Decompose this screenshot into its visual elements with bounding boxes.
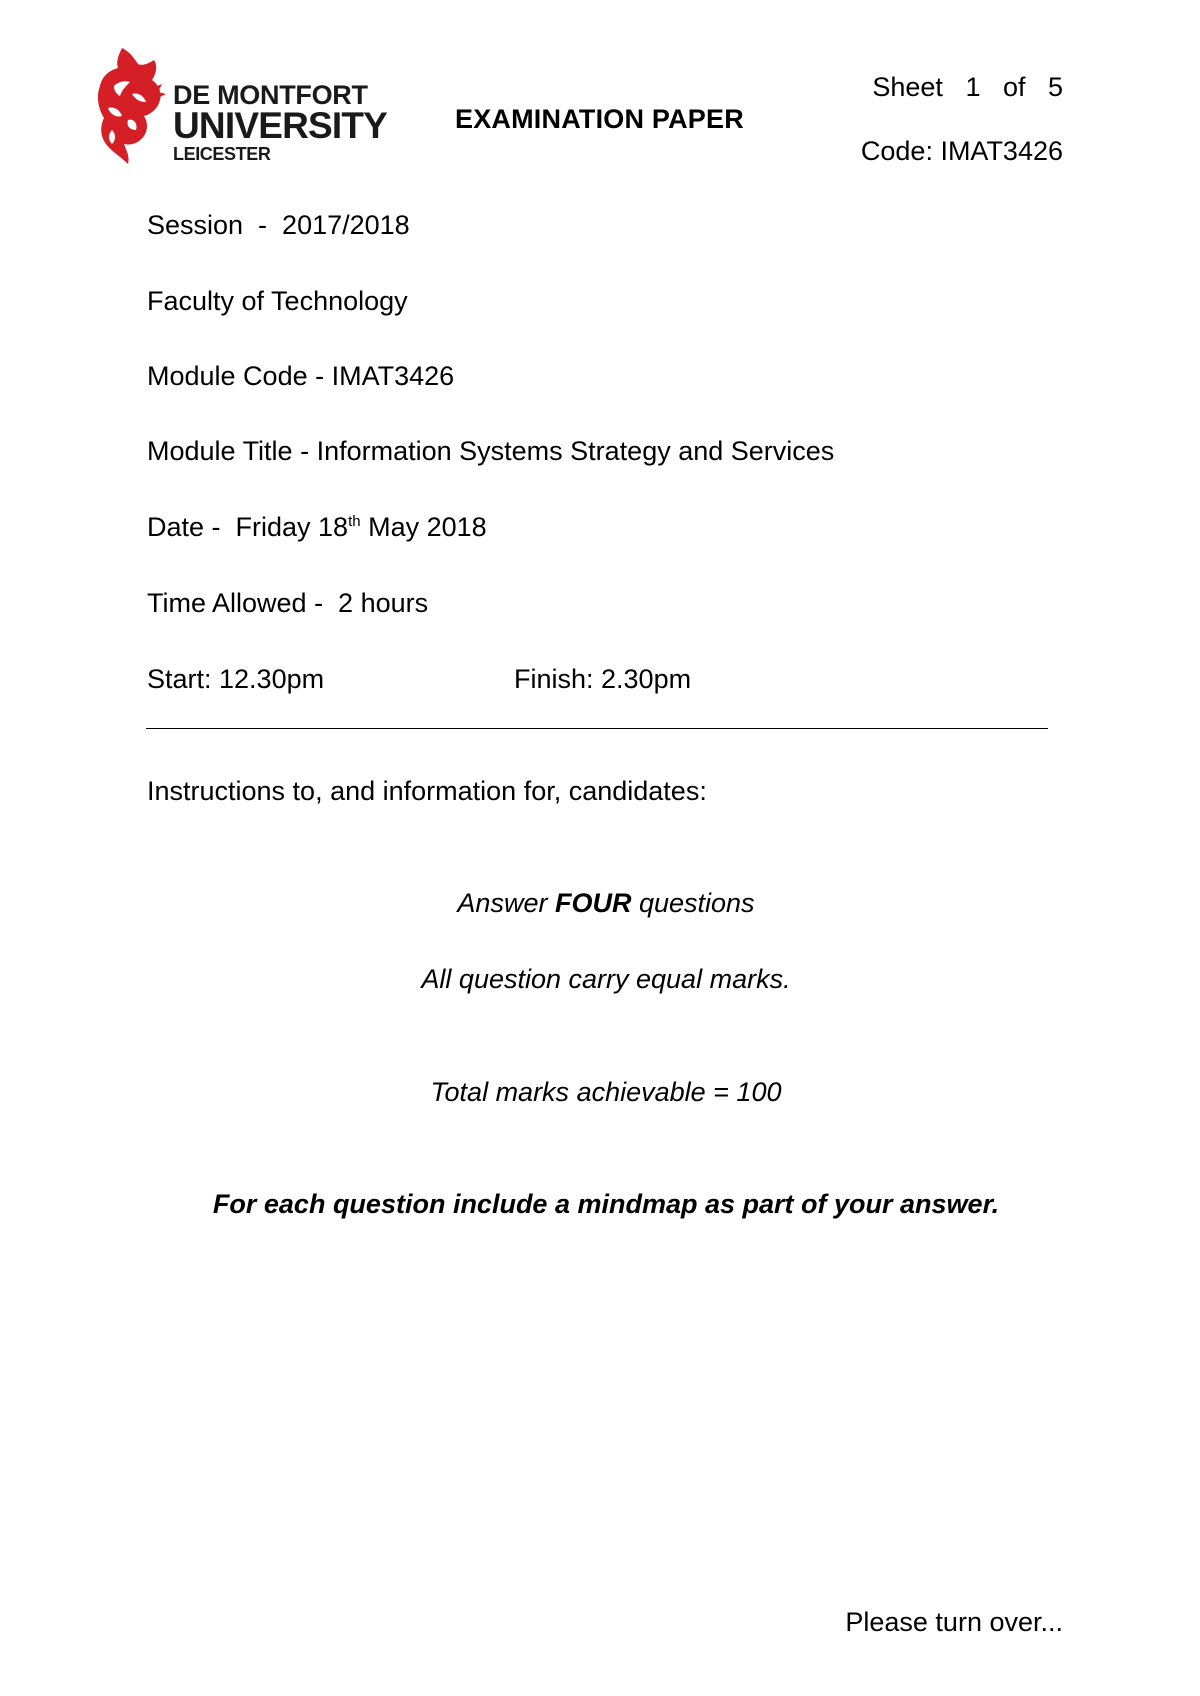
mindmap-instruction: For each question include a mindmap as part of your answer. bbox=[212, 1189, 1000, 1219]
logo-line-university: UNIVERSITY bbox=[173, 105, 388, 146]
answer-suffix: questions bbox=[631, 888, 755, 918]
total-marks-note: Total marks achievable = 100 bbox=[430, 1077, 782, 1107]
horizontal-divider bbox=[146, 728, 1048, 729]
logo-line-de-montfort: DE MONTFORT bbox=[173, 80, 368, 110]
logo-line-leicester: LEICESTER bbox=[173, 144, 271, 164]
start-time: Start: 12.30pm bbox=[147, 664, 325, 694]
module-code-line: Module Code - IMAT3426 bbox=[147, 361, 455, 391]
date-suffix: May 2018 bbox=[360, 512, 487, 542]
exam-code: Code: IMAT3426 bbox=[860, 136, 1063, 166]
turn-over-note: Please turn over... bbox=[845, 1607, 1063, 1637]
time-allowed-line: Time Allowed - 2 hours bbox=[147, 588, 429, 618]
finish-time: Finish: 2.30pm bbox=[514, 664, 692, 694]
answer-four-instruction bbox=[0, 888, 1200, 919]
session-line: Session - 2017/2018 bbox=[147, 210, 410, 240]
date-line bbox=[147, 512, 487, 543]
equal-marks-note: All question carry equal marks. bbox=[421, 964, 791, 994]
date-prefix: Date - Friday 18 bbox=[147, 512, 349, 542]
date-ordinal-suffix: th bbox=[348, 513, 361, 530]
exam-title: EXAMINATION PAPER bbox=[455, 104, 744, 134]
faculty-line: Faculty of Technology bbox=[147, 286, 408, 316]
logo-wordmark bbox=[173, 82, 387, 163]
answer-count: FOUR bbox=[554, 888, 632, 918]
university-logo bbox=[92, 46, 388, 168]
instructions-heading: Instructions to, and information for, candidates: bbox=[147, 776, 707, 806]
module-title-line: Module Title - Information Systems Strategy and Services bbox=[147, 436, 835, 466]
lion-crest-icon bbox=[92, 46, 172, 168]
answer-prefix: Answer bbox=[457, 888, 555, 918]
sheet-number: Sheet 1 of 5 bbox=[872, 72, 1063, 102]
